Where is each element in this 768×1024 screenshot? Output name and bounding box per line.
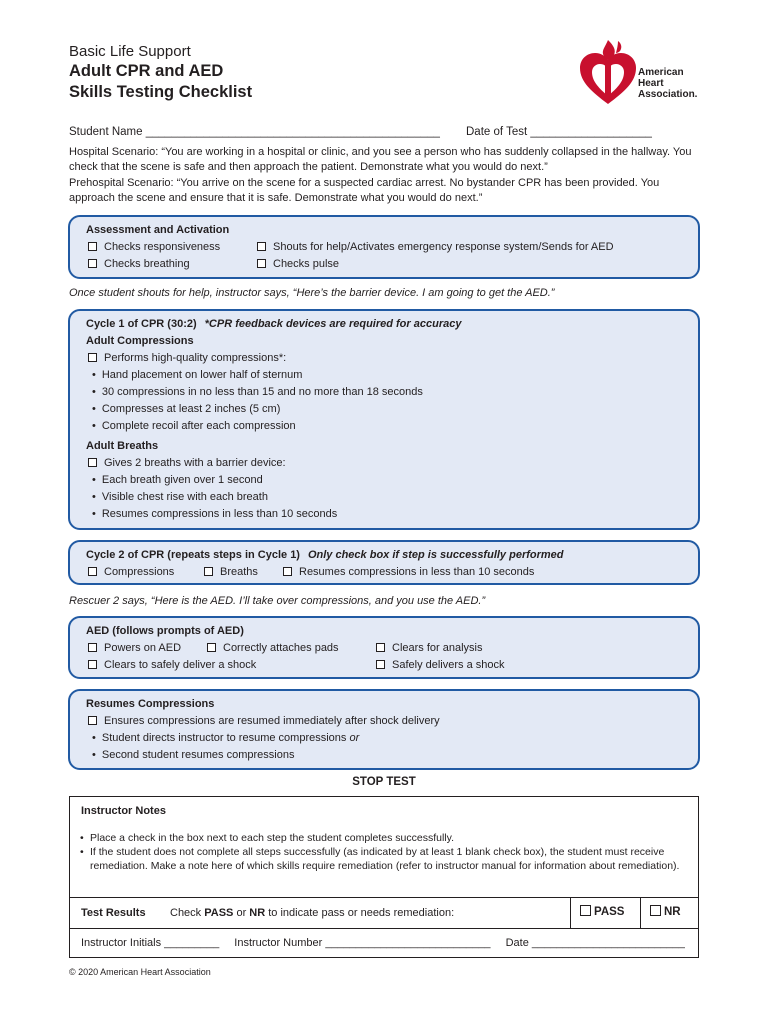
test-date-field[interactable]: Date of Test ___________________: [466, 126, 652, 138]
cycle2-breaths-item[interactable]: Breaths: [204, 564, 258, 581]
instructor-prompt-aed: Rescuer 2 says, “Here is the AED. I’ll take over compressions, and you use the AED.”: [69, 595, 486, 607]
resumes-heading: Resumes Compressions: [86, 698, 215, 710]
student-name-field[interactable]: Student Name ______________________________________________: [69, 126, 440, 138]
checkbox[interactable]: [580, 905, 591, 916]
checkbox[interactable]: [88, 643, 97, 652]
divider: [70, 928, 698, 929]
notes-bullet: • Place a check in the box next to each step the student completes successfully.: [80, 831, 690, 845]
checklist-title-line2: Skills Testing Checklist: [69, 83, 253, 101]
aed-heading: AED (follows prompts of AED): [86, 625, 244, 637]
checkbox[interactable]: [88, 353, 97, 362]
cycle2-section: [68, 540, 700, 585]
instructor-number-field[interactable]: Instructor Number ___________________________: [234, 937, 491, 949]
cycle1-section: [68, 309, 700, 530]
clears-for-analysis-item[interactable]: Clears for analysis: [376, 640, 482, 657]
cycle1-heading: Cycle 1 of CPR (30:2) *CPR feedback devices are required for accuracy: [86, 318, 462, 330]
check-responsiveness-item[interactable]: Checks responsiveness: [88, 239, 220, 256]
cycle2-note: Only check box if step is successfully performed: [307, 549, 564, 561]
aed-section: [68, 616, 700, 679]
breath-bullet: • Resumes compressions in less than 10 seconds: [86, 506, 690, 523]
resumes-bullet: • Student directs instructor to resume compressions or: [86, 730, 690, 747]
cycle1-note: *CPR feedback devices are required for accuracy: [204, 318, 462, 330]
resumes-item[interactable]: Ensures compressions are resumed immediately after shock delivery: [86, 713, 690, 730]
breath-bullet: • Each breath given over 1 second: [86, 472, 690, 489]
clears-for-shock-item[interactable]: Clears to safely deliver a shock: [88, 657, 256, 674]
checkbox[interactable]: [283, 567, 292, 576]
breaths-item[interactable]: Gives 2 breaths with a barrier device:: [86, 455, 690, 472]
date-field[interactable]: Date _________________________: [505, 937, 685, 949]
divider: [570, 897, 571, 928]
wordmark-line3: Association.: [638, 89, 698, 100]
cycle2-resumes-item[interactable]: Resumes compressions in less than 10 seconds: [283, 564, 534, 581]
checkbox[interactable]: [88, 567, 97, 576]
checks-pulse-item[interactable]: Checks pulse: [257, 256, 339, 273]
compressions-item[interactable]: Performs high-quality compressions*:: [86, 350, 690, 367]
instructor-initials-field[interactable]: Instructor Initials _________: [81, 937, 220, 949]
prehospital-scenario: Prehospital Scenario: “You arrive on the scene for a suspected cardiac arrest. No bystander CPR has been provided. You approach the scene and ensure that it is safe. Demonstrate what you would do next.”: [69, 177, 660, 204]
document-header: [69, 42, 252, 103]
aha-logo: [578, 38, 708, 108]
divider: [640, 897, 641, 928]
instructor-notes-list: [80, 831, 690, 873]
checkbox[interactable]: [88, 242, 97, 251]
breaths-heading: Adult Breaths: [86, 440, 159, 452]
checkbox[interactable]: [88, 660, 97, 669]
compression-bullet: • Compresses at least 2 inches (5 cm): [86, 401, 690, 418]
resumes-section: [68, 689, 700, 770]
aha-wordmark: [638, 67, 697, 100]
attaches-pads-item[interactable]: Correctly attaches pads: [207, 640, 339, 657]
compression-bullet: • 30 compressions in no less than 15 and no more than 18 seconds: [86, 384, 690, 401]
test-results-instruction: Check PASS or NR to indicate pass or needs remediation:: [170, 907, 455, 919]
notes-bullet: • If the student does not complete all steps successfully (as indicated by at least 1 blank check box), the student must receive remediation. Make a note here of which skills require remediation (refer to instructor manual for information about remediation).: [80, 845, 690, 873]
delivers-shock-item[interactable]: Safely delivers a shock: [376, 657, 505, 674]
heart-torch-icon: [578, 38, 638, 108]
assessment-heading: Assessment and Activation: [86, 224, 230, 236]
instructor-info-row: [81, 937, 697, 949]
breath-bullet: • Visible chest rise with each breath: [86, 489, 690, 506]
copyright-notice: © 2020 American Heart Association: [69, 967, 211, 977]
compressions-heading: Adult Compressions: [86, 335, 194, 347]
assessment-section: [68, 215, 700, 279]
checkbox[interactable]: [207, 643, 216, 652]
powers-on-aed-item[interactable]: Powers on AED: [88, 640, 181, 657]
wordmark-line1: American: [638, 67, 684, 78]
hospital-scenario: Hospital Scenario: “You are working in a hospital or clinic, and you see a person who has suddenly collapsed in the hallway. You check that the scene is safe and then approach the patient. Demonstrate what you would do next.”: [69, 146, 692, 173]
checkbox[interactable]: [376, 643, 385, 652]
stop-test-label: STOP TEST: [352, 776, 416, 788]
instructor-notes-section: [69, 796, 699, 958]
compression-bullet: • Hand placement on lower half of sternum: [86, 367, 690, 384]
checks-breathing-item[interactable]: Checks breathing: [88, 256, 190, 273]
divider: [70, 897, 698, 898]
compression-bullet: • Complete recoil after each compression: [86, 418, 690, 435]
checkbox[interactable]: [376, 660, 385, 669]
shouts-for-help-item[interactable]: Shouts for help/Activates emergency response system/Sends for AED: [257, 239, 614, 256]
checklist-title-line1: Adult CPR and AED: [69, 62, 224, 80]
wordmark-line2: Heart: [638, 78, 664, 89]
test-results-label: Test Results: [81, 907, 146, 919]
nr-checkbox[interactable]: NR: [650, 905, 681, 918]
cycle2-heading: Cycle 2 of CPR (repeats steps in Cycle 1) Only check box if step is successfully performed: [86, 549, 564, 561]
instructor-notes-heading: Instructor Notes: [81, 805, 166, 817]
instructor-prompt-barrier: Once student shouts for help, instructor says, “Here’s the barrier device. I am going to get the AED.”: [69, 287, 555, 299]
resumes-bullet: • Second student resumes compressions: [86, 747, 690, 764]
course-subtitle: Basic Life Support: [69, 43, 191, 60]
pass-checkbox[interactable]: PASS: [580, 905, 624, 918]
checkbox[interactable]: [257, 259, 266, 268]
checkbox[interactable]: [204, 567, 213, 576]
cycle2-compressions-item[interactable]: Compressions: [88, 564, 174, 581]
checkbox[interactable]: [88, 716, 97, 725]
checkbox[interactable]: [257, 242, 266, 251]
checkbox[interactable]: [88, 458, 97, 467]
checkbox[interactable]: [88, 259, 97, 268]
student-info-line: [69, 126, 689, 138]
checkbox[interactable]: [650, 905, 661, 916]
